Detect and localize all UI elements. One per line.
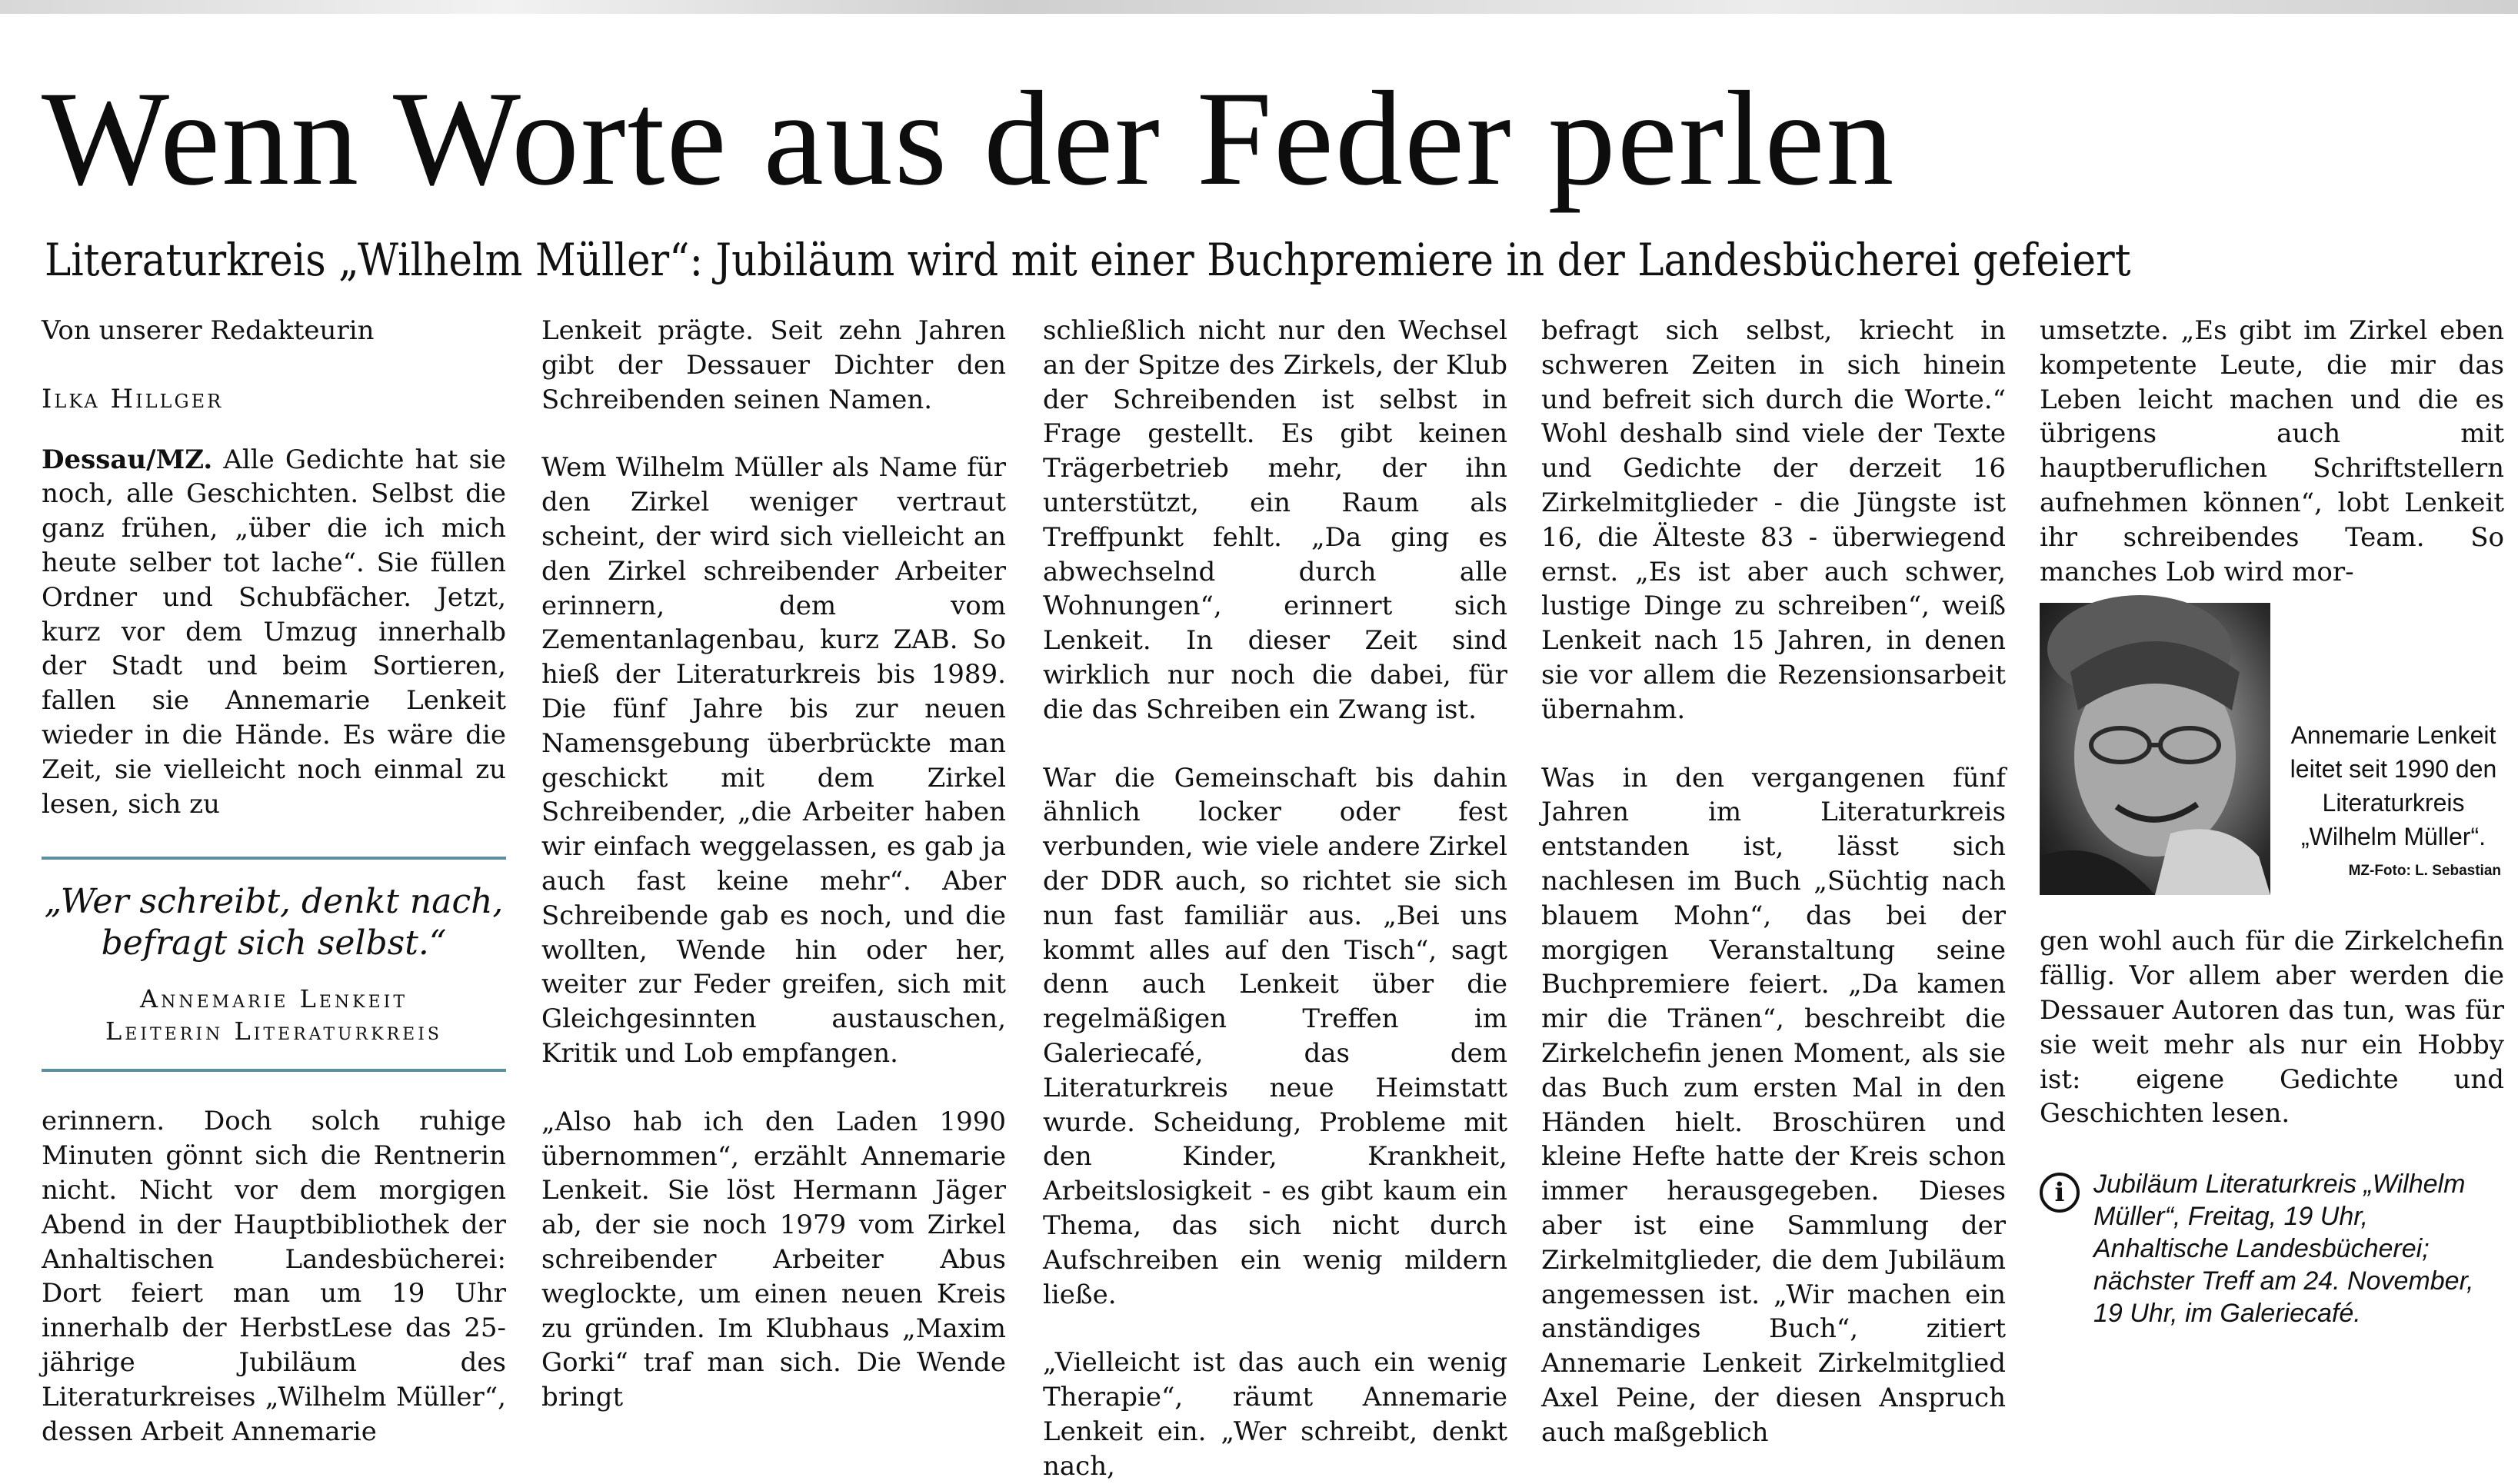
dateline: Dessau/MZ. <box>42 444 213 475</box>
portrait-photo <box>2040 603 2270 895</box>
photo-caption-wrap <box>2270 603 2501 883</box>
pull-quote-text: „Wer schreibt, denkt nach, befragt sich selbst.“ <box>44 882 504 963</box>
pull-quote-author: Annemarie Lenkeit <box>140 984 408 1014</box>
body-paragraph: Was in den vergangenen fünf Jahren im Literaturkreis entstanden ist, lässt sich nachlesen im Buch „Süchtig nach blauem Mohn“, das bei der morgigen Veranstaltung seine Buchpremiere feiert. „Da kamen mir die Tränen“, beschreibt die Zirkelchefin jenen Moment, als sie das Buch zum ersten Mal in den Händen hielt. Broschüren und kleine Hefte hatte der Kreis schon immer herausgegeben. Dieses aber ist eine Sammlung der Zirkelmitglieder, die dem Jubiläum angemessen ist. „Wir machen ein anständiges Buch“, zitiert Annemarie Lenkeit Zirkelmitglied Axel Peine, der diesen Anspruch auch maßgeblich <box>1541 762 2006 1448</box>
top-rule <box>0 0 2518 14</box>
body-paragraph: War die Gemeinschaft bis dahin ähnlich locker oder fest verbunden, wie viele andere Zirkel der DDR auch, so richtet sie sich nun fast familiär aus. „Bei uns kommt alles auf den Tisch“, sagt denn auch Lenkeit über die regelmäßigen Treffen im Galeriecafé, das dem Literaturkreis neue Heimstatt wurde. Scheidung, Probleme mit den Kinder, Krankheit, Arbeitslosigkeit - es gibt kaum ein Thema, das sich nicht durch Aufschreiben ein wenig mildern ließe. <box>1043 762 1507 1310</box>
column-3 <box>1043 314 1507 1482</box>
body-paragraph: erinnern. Doch solch ruhige Minuten gönnt sich die Rentnerin nicht. Nicht vor dem morgigen Abend in der Hauptbibliothek der Anhaltischen Landesbücherei: Dort feiert man um 19 Uhr innerhalb der HerbstLese das 25-jährige Jubiläum des Literaturkreises „Wilhelm Müller“, dessen Arbeit Annemarie <box>42 1106 506 1447</box>
body-paragraph: „Also hab ich den Laden 1990 übernommen“, erzählt Annemarie Lenkeit. Sie löst Hermann Jäger ab, der sie noch 1979 vom Zirkel schreibender Arbeiter Abus weglockte, um einen neuen Kreis zu gründen. Im Klubhaus „Maxim Gorki“ traf man sich. Die Wende bringt <box>541 1106 1006 1413</box>
body-paragraph: schließlich nicht nur den Wechsel an der Spitze des Zirkels, der Klub der Schreibenden ist selbst in Frage gestellt. Es gibt keinen Trägerbetrieb mehr, der ihn unterstützt, ein Raum als Treffpunkt fehlt. „Da ging es abwechselnd durch alle Wohnungen“, erinnert sich Lenkeit. In dieser Zeit sind wirklich nur noch die dabei, für die das Schreiben ein Zwang ist. <box>1043 315 1507 725</box>
photo-credit: MZ-Foto: L. Sebastian <box>2348 863 2501 880</box>
headline: Wenn Worte aus der Feder perlen <box>42 64 1896 214</box>
body-paragraph: gen wohl auch für die Zirkelchefin fällig. Vor allem aber werden die Dessauer Autoren das tun, was für sie weit mehr als nur ein Hobby ist: eigene Gedichte und Geschichten lesen. <box>2040 926 2504 1130</box>
column-1 <box>42 314 507 1447</box>
subheadline: Literaturkreis „Wilhelm Müller“: Jubiläum wird mit einer Buchpremiere in der Landesbücherei gefeiert <box>45 234 2131 286</box>
portrait-illustration <box>2040 603 2270 895</box>
column-2 <box>541 314 1006 1413</box>
event-info-text: Jubiläum Literaturkreis „Wilhelm Müller“, Freitag, 19 Uhr, Anhaltische Landesbücherei; nächster Treff am 24. November, 19 Uhr, im Galeriecafé. <box>2093 1170 2474 1329</box>
body-paragraph: Lenkeit prägte. Seit zehn Jahren gibt der Dessauer Dichter den Schreibenden seinen Namen. <box>541 315 1006 415</box>
event-infobox <box>2040 1168 2504 1329</box>
pull-quote <box>42 857 506 1072</box>
column-5 <box>2040 314 2504 1383</box>
pull-quote-role: Leiterin Literaturkreis <box>105 1017 442 1046</box>
lead-paragraph <box>42 443 506 822</box>
author-name: Ilka Hillger <box>42 383 224 414</box>
body-paragraph: umsetzte. „Es gibt im Zirkel eben kompetente Leute, die mir das Leben leicht machen und die es übrigens auch mit hauptberuflichen Schriftstellern aufnehmen können“, lobt Lenkeit ihr schreibendes Team. So manches Lob wird mor- <box>2040 315 2504 587</box>
body-paragraph: befragt sich selbst, kriecht in schweren Zeiten in sich hinein und befreit sich durch die Worte.“ Wohl deshalb sind viele der Texte und Gedichte der derzeit 16 Zirkelmitglieder - die Jüngste ist 16, die Älteste 83 - überwiegend ernst. „Es ist aber auch schwer, lustige Dinge zu schreiben“, weiß Lenkeit nach 15 Jahren, in denen sie vor allem die Rezensionsarbeit übernahm. <box>1541 315 2006 725</box>
body-paragraph: Wem Wilhelm Müller als Name für den Zirkel weniger vertraut scheint, der wird sich vielleicht an den Zirkel schreibender Arbeiter erinnern, dem vom Zementanlagenbau, kurz ZAB. So hieß der Literaturkreis bis 1989. Die fünf Jahre bis zur neuen Namensgebung überbrückte man geschickt mit dem Zirkel Schreibender, „die Arbeiter haben wir einfach weggelassen, es gab ja auch fast keine mehr“. Aber Schreibende gab es noch, und die wollten, Wende hin oder her, weiter zur Feder greifen, sich mit Gleichgesinnten austauschen, Kritik und Lob empfangen. <box>541 452 1006 1069</box>
photo-caption: Annemarie Lenkeit leitet seit 1990 den Literaturkreis „Wilhelm Müller“. <box>2290 721 2497 851</box>
photo-block <box>2040 603 2504 895</box>
column-4 <box>1541 314 2006 1448</box>
info-icon: i <box>2040 1173 2080 1213</box>
byline-label: Von unserer Redakteurin <box>42 315 375 346</box>
body-paragraph: „Vielleicht ist das auch ein wenig Therapie“, räumt Annemarie Lenkeit ein. „Wer schreibt, denkt nach, <box>1043 1347 1507 1482</box>
lead-text: Alle Gedichte hat sie noch, alle Geschichten. Selbst die ganz frühen, „über die ich mich heute selber tot lache“. Sie füllen Ordner und Schubfächer. Jetzt, kurz vor dem Umzug innerhalb der Stadt und beim Sortieren, fallen sie Annemarie Lenkeit wieder in die Hände. Es wäre die Zeit, sie vielleicht noch einmal zu lesen, sich zu <box>42 444 507 820</box>
